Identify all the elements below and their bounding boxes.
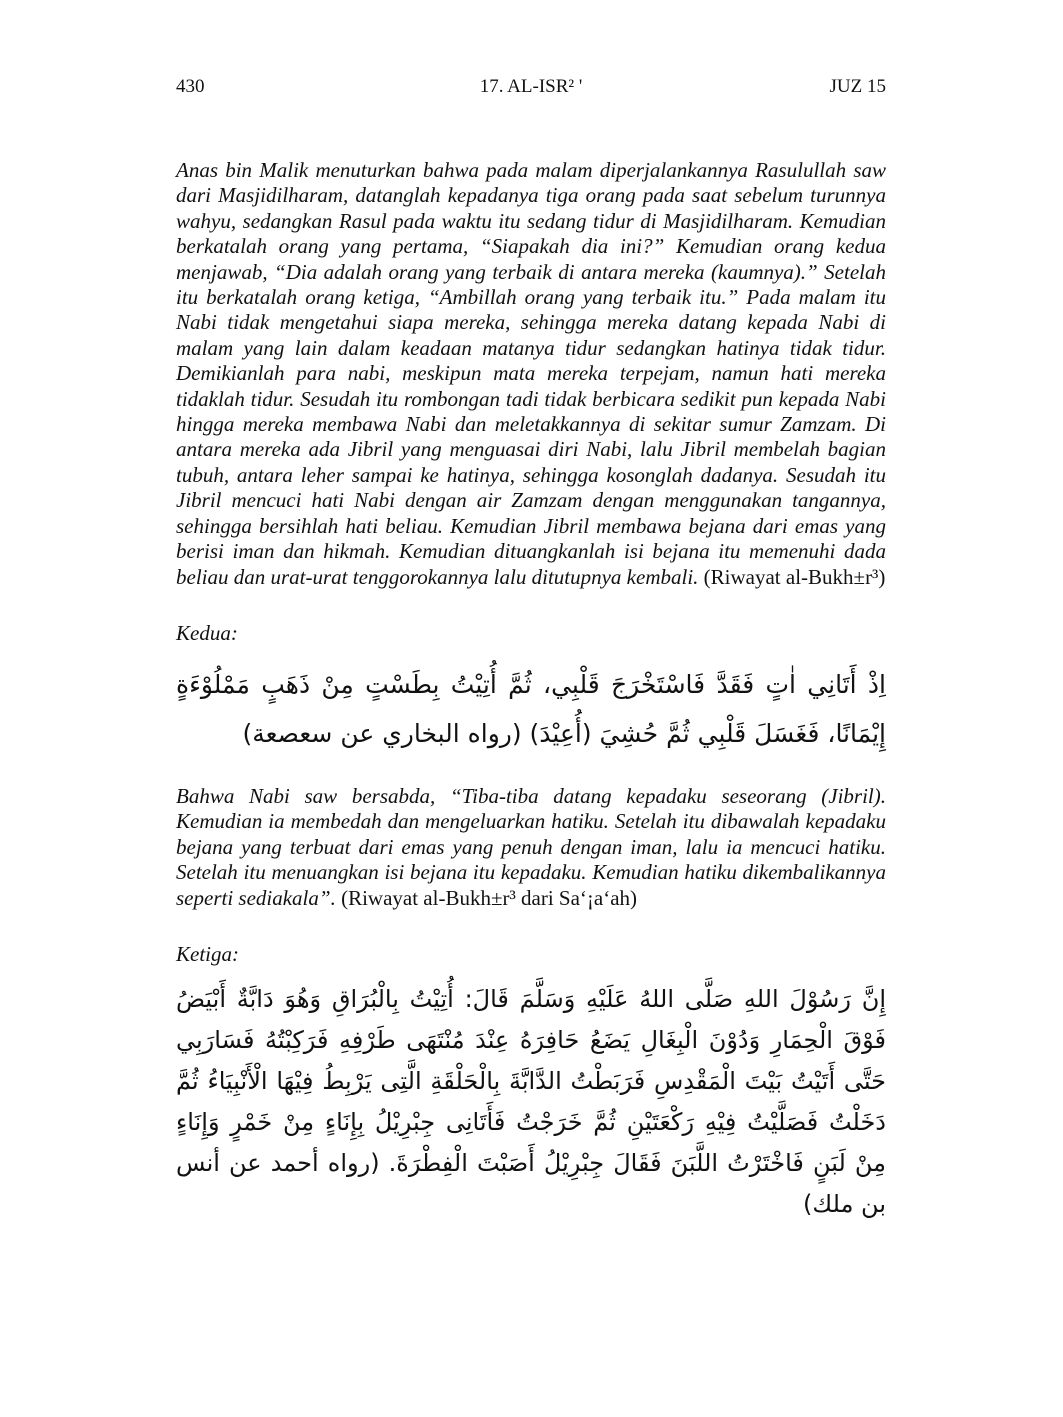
narration-text: Anas bin Malik menuturkan bahwa pada malam diperjalankannya Rasulullah saw dari Masjidilharam, datanglah kepadanya tiga orang pada saat sebelum turunnya wahyu, sedangkan Rasul pada waktu itu sedang tidur di Masjidilharam. Kemudian berkatalah orang yang pertama, “Siapakah dia ini?” Kemudian orang kedua menjawab, “Dia adalah orang yang terbaik di antara mereka (kaumnya).” Setelah itu berkatalah orang ketiga, “Ambillah orang yang terbaik itu.” Pada malam itu Nabi tidak mengetahui siapa mereka, sehingga mereka datang kepada Nabi di malam yang lain dalam keadaan matanya tidur sedangkan hatinya tidak tidur. Demikianlah para nabi, meskipun mata mereka terpejam, namun hati mereka tidaklah tidur. Sesudah itu rombongan tadi tidak berbicara sedikit pun kepada Nabi hingga mereka membawa Nabi dan meletakkannya di sekitar sumur Zamzam. Di antara mereka ada Jibril yang menguasai diri Nabi, lalu Jibril membelah bagian tubuh, antara leher sampai ke hatinya, sehingga kosonglah dadanya. Sesudah itu Jibril mencuci hati Nabi dengan air Zamzam dengan menggunakan tangannya, sehingga bersihlah hati beliau. Kemudian Jibril membawa bejana dari emas yang berisi iman dan hikmah. Kemudian dituangkanlah isi bejana itu memenuhi dada beliau dan urat-urat tenggorokannya lalu ditutupnya kembali. <box>176 158 886 589</box>
translation-source-kedua: (Riwayat al-Bukh±r³ dari Sa‘¡a‘ah) <box>341 885 638 910</box>
juz-label: JUZ 15 <box>829 76 886 97</box>
arabic-hadith-ketiga: إِنَّ رَسُوْلَ اللهِ صَلَّى اللهُ عَلَيْهِ وَسَلَّمَ قَالَ: أُتِيْتُ بِالْبُرَاقِ وَهُوَ دَابَّةٌ أَبْيَضُ فَوْقَ الْحِمَارِ وَدُوْنَ الْبِغَالِ يَضَعُ حَافِرَهُ عِنْدَ مُنْتَهَى طَرْفِهِ فَرَكِبْتُهُ فَسَارَبِي حَتَّى أَتَيْتُ بَيْتَ الْمَقْدِسِ فَرَبَطْتُ الدَّابَّةَ بِالْحَلْقَةِ الَّتِى يَرْبِطُ فِيْهَا الْأَنْبِيَاءُ ثُمَّ دَخَلْتُ فَصَلَّيْتُ فِيْهِ رَكْعَتَيْنِ ثُمَّ خَرَجْتُ فَأَتَانِى جِبْرِيْلُ بِإِنَاءٍ مِنْ خَمْرٍ وَإِنَاءٍ مِنْ لَبَنٍ فَاخْتَرْتُ اللَّبَنَ فَقَالَ جِبْرِيْلُ أَصَبْتَ الْفِطْرَةَ. (رواه أحمد عن أنس بن ملك) <box>176 984 886 1218</box>
section-label-ketiga: Ketiga: <box>176 941 239 966</box>
section-label-kedua: Kedua: <box>176 620 238 645</box>
page-header <box>176 76 886 100</box>
chapter-title: 17. AL-ISR² ' <box>479 76 583 97</box>
hadith-narration-paragraph <box>176 158 886 590</box>
page-body <box>176 158 886 1225</box>
translation-text-kedua: Bahwa Nabi saw bersabda, “Tiba-tiba datang kepadaku seseorang (Jibril). Kemudian ia membedah dan mengeluarkan hatiku. Setelah itu dibawalah kepadaku bejana yang terbuat dari emas yang penuh dengan iman, lalu ia mencuci hatiku. Setelah itu menuangkan isi bejana itu kepadaku. Kemudian hatiku dikembalikannya seperti sediakala”. <box>176 783 886 910</box>
narration-source: (Riwayat al-Bukh±r³) <box>703 564 886 589</box>
translation-paragraph-kedua <box>176 784 886 911</box>
arabic-hadith-kedua: اِذْ أَتَانِي اٰتٍ فَقَدَّ فَاسْتَخْرَجَ قَلْبِي، ثُمَّ أُتِيْتُ بِطَسْتٍ مِنْ ذَهَبٍ مَمْلُوْءَةٍ إِيْمَانًا، فَغَسَلَ قَلْبِي ثُمَّ حُشِيَ (أُعِيْدَ) (رواه البخاري عن سعصعة) <box>176 669 886 748</box>
page-number: 430 <box>176 76 205 97</box>
